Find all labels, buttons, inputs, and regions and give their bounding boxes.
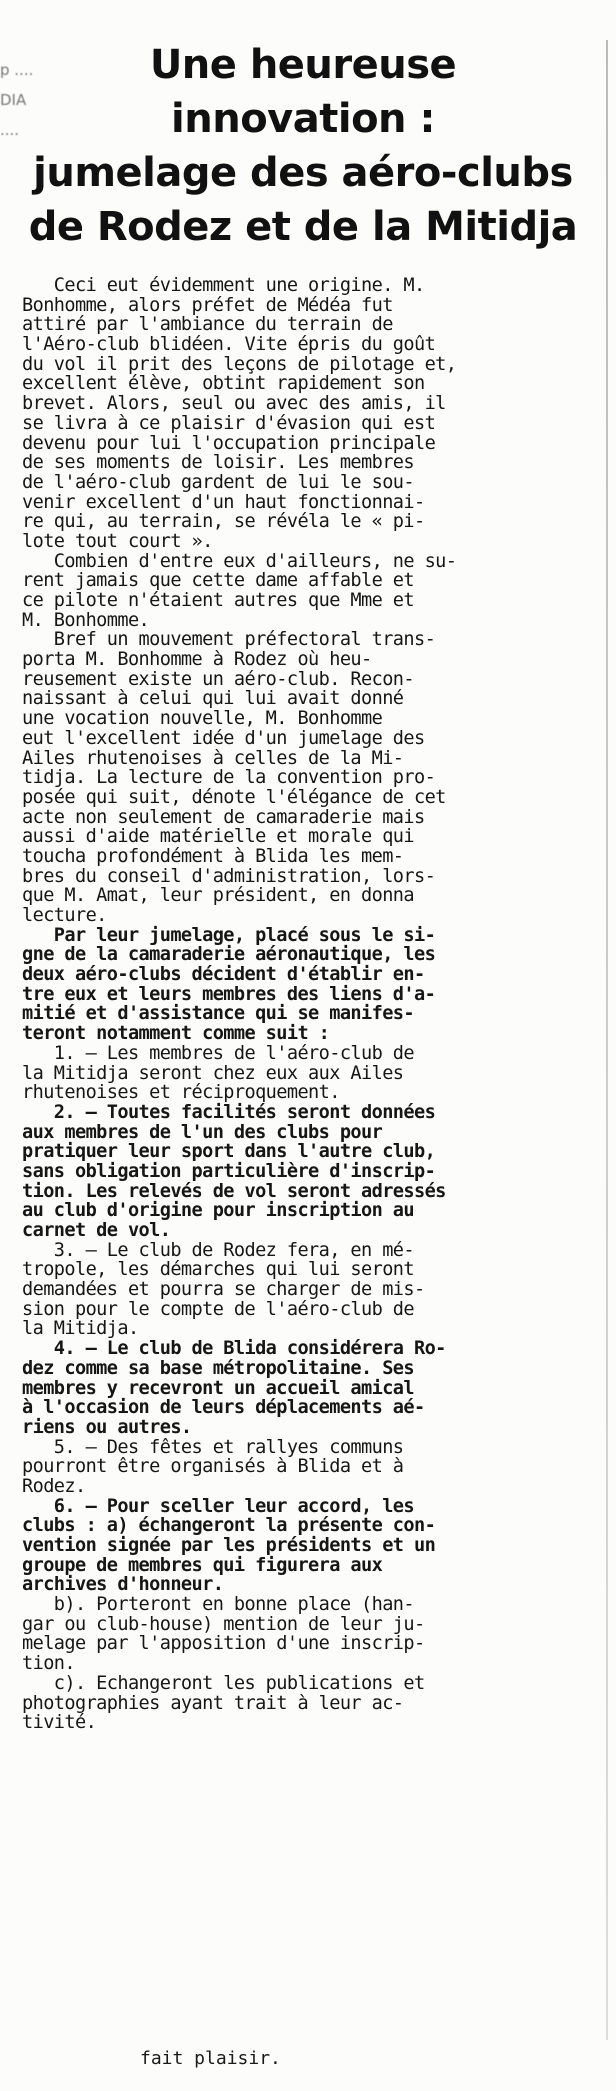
article-line: archives d'honneur.: [22, 1574, 224, 1596]
article-line: naissant à celui qui lui avait donné: [22, 688, 404, 710]
article-line: teront notamment comme suit :: [22, 1023, 330, 1045]
article-line: que M. Amat, leur président, en donna: [22, 885, 414, 907]
article-line: tidja. La lecture de la convention pro-: [22, 767, 436, 789]
article-line: Ceci eut évidemment une origine. M.: [22, 275, 425, 296]
article-line: Bonhomme, alors préfet de Médéa fut: [22, 294, 393, 316]
column-rule: [606, 40, 608, 2040]
article-line: devenu pour lui l'occupation principale: [22, 432, 436, 454]
article-line: b). Porteront en bonne place (han-: [22, 1594, 414, 1616]
article-line: bres du conseil d'administration, lors-: [22, 865, 436, 887]
article-line: gne de la camaraderie aéronautique, les: [22, 944, 436, 966]
article-line: sans obligation particulière d'inscrip-: [22, 1160, 436, 1182]
article-line: eut l'excellent idée d'un jumelage des: [22, 727, 425, 749]
article-line: tropole, les démarches qui lui seront: [22, 1259, 414, 1281]
article-line: venir excellent d'un haut fonctionnai-: [22, 491, 425, 513]
article-line: Combien d'entre eux d'ailleurs, ne su-: [22, 550, 457, 572]
article-line: M. Bonhomme.: [22, 609, 150, 631]
article-line: porta M. Bonhomme à Rodez où heu-: [22, 649, 372, 671]
article-line: photographies ayant trait à leur ac-: [22, 1692, 404, 1714]
signoff: fait plaisir.: [140, 2048, 281, 2069]
article-line: du vol il prit des leçons de pilotage et,: [22, 353, 457, 375]
article-line: Par leur jumelage, placé sous le si-: [22, 924, 436, 946]
article-line: 2. — Toutes facilités seront données: [22, 1101, 436, 1123]
article-line: de l'aéro-club gardent de lui le sou-: [22, 471, 414, 493]
article-line: 4. — Le club de Blida considérera Ro-: [22, 1338, 446, 1360]
article-line: sion pour le compte de l'aéro-club de: [22, 1298, 414, 1320]
article-line: brevet. Alors, seul ou avec des amis, il: [22, 393, 446, 415]
article-line: rhutenoises et réciproquement.: [22, 1082, 340, 1104]
article-line: à l'occasion de leurs déplacements aé-: [22, 1397, 425, 1419]
article-line: acte non seulement de camaraderie mais: [22, 806, 425, 828]
article-line: attiré par l'ambiance du terrain de: [22, 314, 393, 336]
headline-line: jumelage des aéro-clubs: [33, 150, 573, 196]
article-body: [22, 276, 582, 1733]
article-line: carnet de vol.: [22, 1220, 171, 1241]
article-line: groupe de membres qui figurera aux: [22, 1554, 383, 1576]
headline: [10, 38, 596, 254]
article-line: dez comme sa base métropolitaine. Ses: [22, 1357, 414, 1379]
article-line: 3. — Le club de Rodez fera, en mé-: [22, 1239, 414, 1261]
headline-line: innovation :: [171, 96, 435, 142]
article-line: la Mitidja seront chez eux aux Ailes: [22, 1062, 404, 1084]
article-line: clubs : a) échangeront la présente con-: [22, 1515, 436, 1537]
article-line: 1. — Les membres de l'aéro-club de: [22, 1042, 414, 1064]
article-line: posée qui suit, dénote l'élégance de cet: [22, 786, 446, 808]
article-line: 6. — Pour sceller leur accord, les: [22, 1495, 414, 1517]
article-line: tion. Les relevés de vol seront adressés: [22, 1180, 446, 1202]
article-line: ce pilote n'étaient autres que Mme et: [22, 590, 414, 611]
edge-fragment: ....: [0, 121, 20, 139]
edge-fragment: DIA: [0, 91, 27, 109]
article-line: aussi d'aide matérielle et morale qui: [22, 826, 414, 848]
article-line: membres y recevront un accueil amical: [22, 1377, 414, 1399]
article-line: pourront être organisés à Blida et à: [22, 1456, 404, 1478]
article-line: tion.: [22, 1653, 75, 1675]
article-line: excellent élève, obtint rapidement son: [22, 373, 425, 395]
article-line: tre eux et leurs membres des liens d'a-: [22, 983, 436, 1005]
article-line: Ailes rhutenoises à celles de la Mi-: [22, 747, 404, 769]
article-line: lecture.: [22, 905, 107, 926]
article-line: se livra à ce plaisir d'évasion qui est: [22, 412, 436, 434]
article-line: 5. — Des fêtes et rallyes communs: [22, 1436, 404, 1458]
article-line: demandées et pourra se charger de mis-: [22, 1279, 425, 1301]
article-line: riens ou autres.: [22, 1416, 192, 1438]
article-line: pratiquer leur sport dans l'autre club,: [22, 1141, 436, 1163]
headline-line: de Rodez et de la Mitidja: [28, 204, 578, 250]
article-line: tivité.: [22, 1712, 97, 1734]
edge-fragment: p ....: [0, 61, 34, 79]
article-line: gar ou club-house) mention de leur ju-: [22, 1613, 425, 1635]
article-line: c). Echangeront les publications et: [22, 1672, 425, 1694]
article-line: re qui, au terrain, se révéla le « pi-: [22, 511, 425, 533]
article-line: Rodez.: [22, 1475, 86, 1497]
article-line: mitié et d'assistance qui se manifes-: [22, 1003, 414, 1025]
article-line: la Mitidja.: [22, 1318, 139, 1340]
article-line: toucha profondément à Blida les mem-: [22, 845, 404, 867]
article-line: de ses moments de loisir. Les membres: [22, 452, 414, 474]
article-line: rent jamais que cette dame affable et: [22, 570, 414, 592]
article-line: Bref un mouvement préfectoral trans-: [22, 629, 436, 651]
article-line: melage par l'apposition d'une inscrip-: [22, 1633, 425, 1655]
article-line: lote tout court ».: [22, 530, 213, 552]
article-line: vention signée par les présidents et un: [22, 1535, 436, 1556]
article-line: reusement existe un aéro-club. Recon-: [22, 668, 414, 690]
headline-line: Une heureuse: [149, 42, 457, 88]
article-line: l'Aéro-club blidéen. Vite épris du goût: [22, 334, 436, 356]
article-line: aux membres de l'un des clubs pour: [22, 1121, 383, 1143]
article-line: deux aéro-clubs décident d'établir en-: [22, 964, 425, 986]
article-line: au club d'origine pour inscription au: [22, 1200, 414, 1222]
article-line: une vocation nouvelle, M. Bonhomme: [22, 708, 383, 730]
